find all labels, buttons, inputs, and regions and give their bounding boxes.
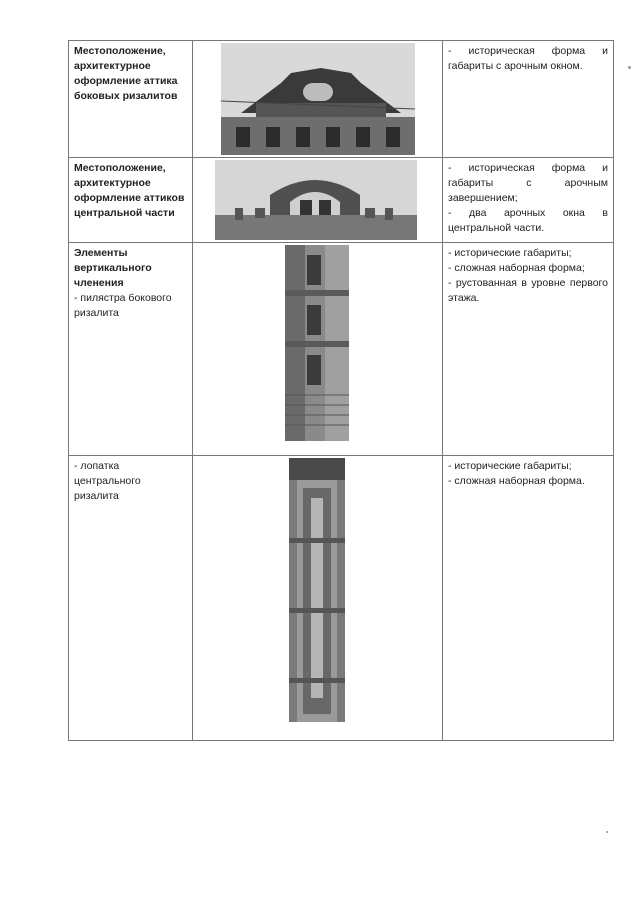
attic-side-photo	[221, 43, 415, 155]
table-row	[69, 456, 614, 741]
pilaster-photo	[285, 245, 349, 441]
element-label-cell	[69, 158, 193, 243]
requirement-text: - исторические габариты;	[448, 460, 572, 472]
attic-center-photo	[215, 160, 417, 240]
element-label: Местоположение, архитектурное оформление аттиков центральной части	[74, 162, 185, 219]
element-label-cell	[69, 41, 193, 158]
lesene-photo	[289, 458, 345, 722]
photo-cell	[193, 456, 443, 741]
element-label: Местоположение, архитектурное оформление аттика боковых ризалитов	[74, 45, 178, 102]
table-row	[69, 41, 614, 158]
requirements-table	[68, 40, 614, 741]
element-sublabel: - лопатка центрального ризалита	[74, 460, 141, 502]
requirement-text: - сложная наборная форма;	[448, 262, 585, 274]
scan-speck	[606, 831, 608, 833]
requirements-cell	[443, 158, 614, 243]
element-label-cell	[69, 456, 193, 741]
photo-cell	[193, 243, 443, 456]
photo-cell	[193, 41, 443, 158]
requirement-text: - исторические габариты;	[448, 247, 572, 259]
requirement-text: - два арочных окна в центральной части.	[448, 207, 608, 234]
requirement-text: - рустованная в уровне первого этажа.	[448, 277, 608, 304]
requirement-text: - историческая форма и габариты с арочным окном.	[448, 45, 608, 72]
requirements-cell	[443, 41, 614, 158]
photo-cell	[193, 158, 443, 243]
requirements-cell	[443, 243, 614, 456]
scan-speck	[628, 66, 631, 69]
element-label-cell	[69, 243, 193, 456]
element-sublabel: - пилястра бокового ризалита	[74, 292, 172, 319]
table-row	[69, 158, 614, 243]
requirement-text: - сложная наборная форма.	[448, 475, 585, 487]
requirements-cell	[443, 456, 614, 741]
element-label: Элементы вертикального членения	[74, 247, 152, 289]
table-row	[69, 243, 614, 456]
requirement-text: - историческая форма и габариты с арочным завершением;	[448, 162, 608, 204]
